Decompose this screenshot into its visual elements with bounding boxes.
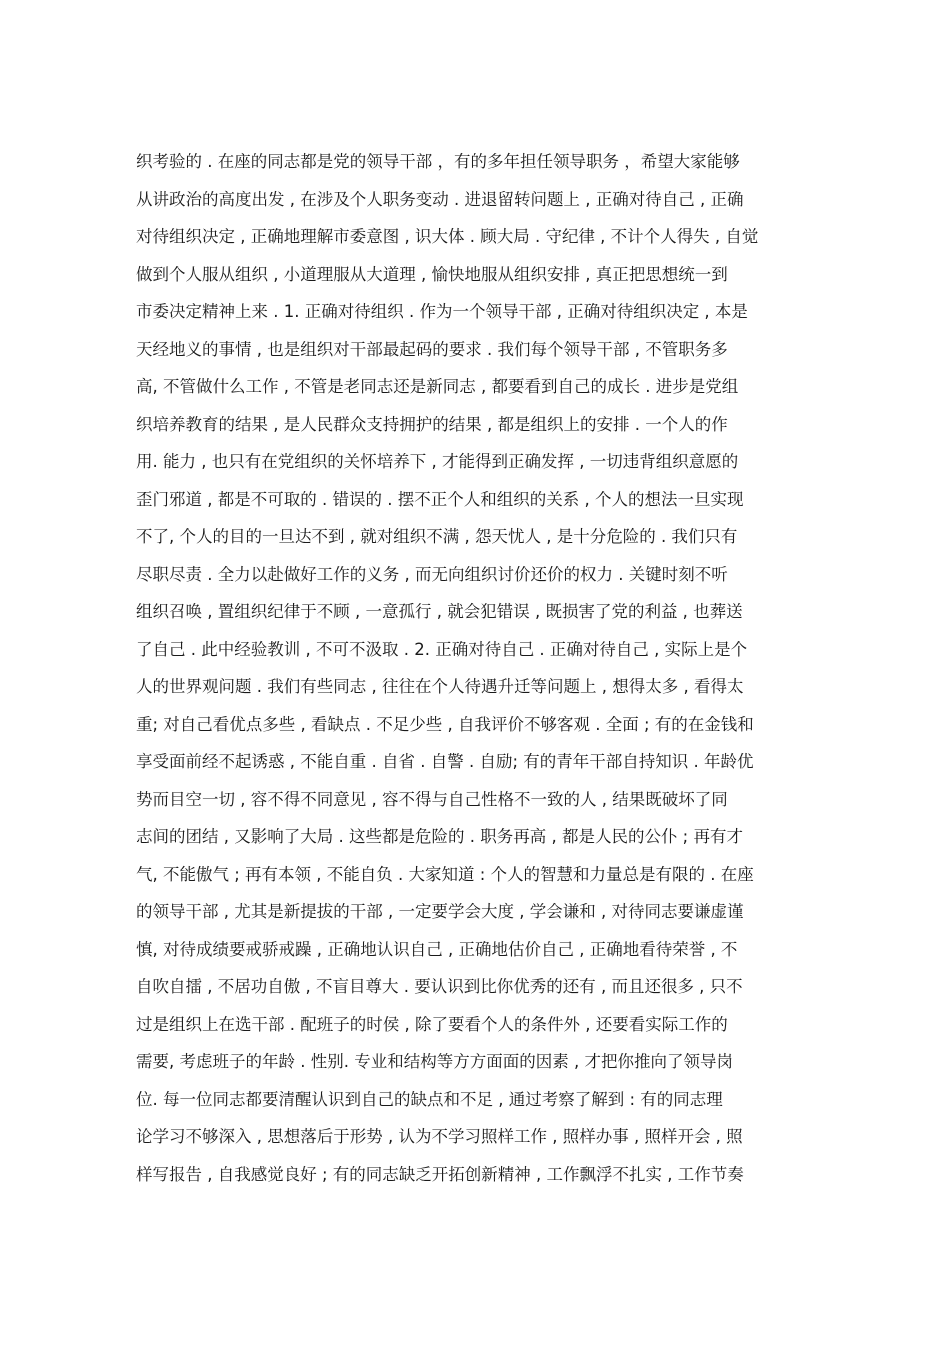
text-line: 尽职尽责 . 全力以赴做好工作的义务 , 而无向组织讨价还价的权力 . 关键时刻不听 xyxy=(136,564,728,584)
text-line: 市委决定精神上来 . 1. 正确对待组织 . 作为一个领导干部 , 正确对待组织决定 , 本是 xyxy=(136,302,748,321)
text-line: 高, 不管做什么工作 , 不管是老同志还是新同志 , 都要看到自己的成长 . 进步是党组 xyxy=(136,377,739,396)
text-line: 过是组织上在选干部 . 配班子的时侯 , 除了要看个人的条件外 , 还要看实际工作的 xyxy=(136,1014,728,1034)
text-line: 用. 能力 , 也只有在党组织的关怀培养下 , 才能得到正确发挥 , 一切违背组织意愿的 xyxy=(136,452,739,471)
text-line: 论学习不够深入 , 思想落后于形势 , 认为不学习照样工作 , 照样办事 , 照样开会 , 照 xyxy=(136,1127,743,1146)
text-line: 组织召唤 , 置组织纪律于不顾 , 一意孤行 , 就会犯错误 , 既损害了党的利益 , 也葬送 xyxy=(136,602,743,621)
text-line: 了自己 . 此中经验教训 , 不可不汲取 . 2. 正确对待自己 . 正确对待自己 , 实际上是个 xyxy=(136,639,748,659)
text-line: 歪门邪道 , 都是不可取的 . 错误的 . 摆不正个人和组织的关系 , 个人的想法一旦实现 xyxy=(136,489,744,509)
text-line: 气, 不能傲气 ; 再有本领 , 不能自负 . 大家知道 : 个人的智慧和力量总是有限的 . 在座 xyxy=(136,864,754,884)
text-line: 人的世界观问题 . 我们有些同志 , 往往在个人待遇升迁等问题上 , 想得太多 , 看得太 xyxy=(136,677,744,696)
text-line: 织培养教育的结果 , 是人民群众支持拥护的结果 , 都是组织上的安排 . 一个人的作 xyxy=(136,414,728,434)
text-line: 对待组织决定 , 正确地理解市委意图 , 识大体 . 顾大局 . 守纪律 , 不计个人得失 , 自觉 xyxy=(136,227,759,246)
text-line: 自吹自擂 , 不居功自傲 , 不盲目尊大 . 要认识到比你优秀的还有 , 而且还很多 , 只不 xyxy=(136,977,743,996)
text-line: 势而目空一切 , 容不得不同意见 , 容不得与自己性格不一致的人 , 结果既破坏了同 xyxy=(136,789,728,809)
text-line: 样写报告 , 自我感觉良好 ; 有的同志缺乏开拓创新精神 , 工作飘浮不扎实 , 工作节奏 xyxy=(136,1164,744,1184)
body-text xyxy=(136,143,826,1193)
text-line: 慎, 对待成绩要戒骄戒躁 , 正确地认识自己 , 正确地估价自己 , 正确地看待荣誉 , 不 xyxy=(136,939,738,959)
text-line: 不了, 个人的目的一旦达不到 , 就对组织不满 , 怨天忧人 , 是十分危险的 . 我们只有 xyxy=(136,527,738,546)
text-line: 需要, 考虑班子的年龄 . 性别. 专业和结构等方方面面的因素 , 才把你推向了领导岗 xyxy=(136,1052,733,1071)
text-line: 志间的团结 , 又影响了大局 . 这些都是危险的 . 职务再高 , 都是人民的公仆 ; 再有才 xyxy=(136,827,743,846)
text-line: 从讲政治的高度出发 , 在涉及个人职务变动 . 进退留转问题上 , 正确对待自己 , 正确 xyxy=(136,189,744,209)
text-line: 享受面前经不起诱惑 , 不能自重 . 自省 . 自警 . 自励; 有的青年干部自持知识 . 年龄优 xyxy=(136,752,754,771)
text-line: 重; 对自己看优点多些 , 看缺点 . 不足少些 , 自我评价不够客观 . 全面 ; 有的在金钱和 xyxy=(136,714,754,734)
text-line: 做到个人服从组织 , 小道理服从大道理 , 愉快地服从组织安排 , 真正把思想统一到 xyxy=(136,264,728,284)
text-line: 位. 每一位同志都要清醒认识到自己的缺点和不足 , 通过考察了解到 : 有的同志理 xyxy=(136,1089,723,1109)
text-line: 的领导干部 , 尤其是新提拔的干部 , 一定要学会大度 , 学会谦和 , 对待同志要谦虚谨 xyxy=(136,902,744,921)
text-line: 织考验的 . 在座的同志都是党的领导干部 ，有的多年担任领导职务 ，希望大家能够 xyxy=(136,152,740,171)
text-line: 天经地义的事情 , 也是组织对干部最起码的要求 . 我们每个领导干部 , 不管职务多 xyxy=(136,339,728,359)
